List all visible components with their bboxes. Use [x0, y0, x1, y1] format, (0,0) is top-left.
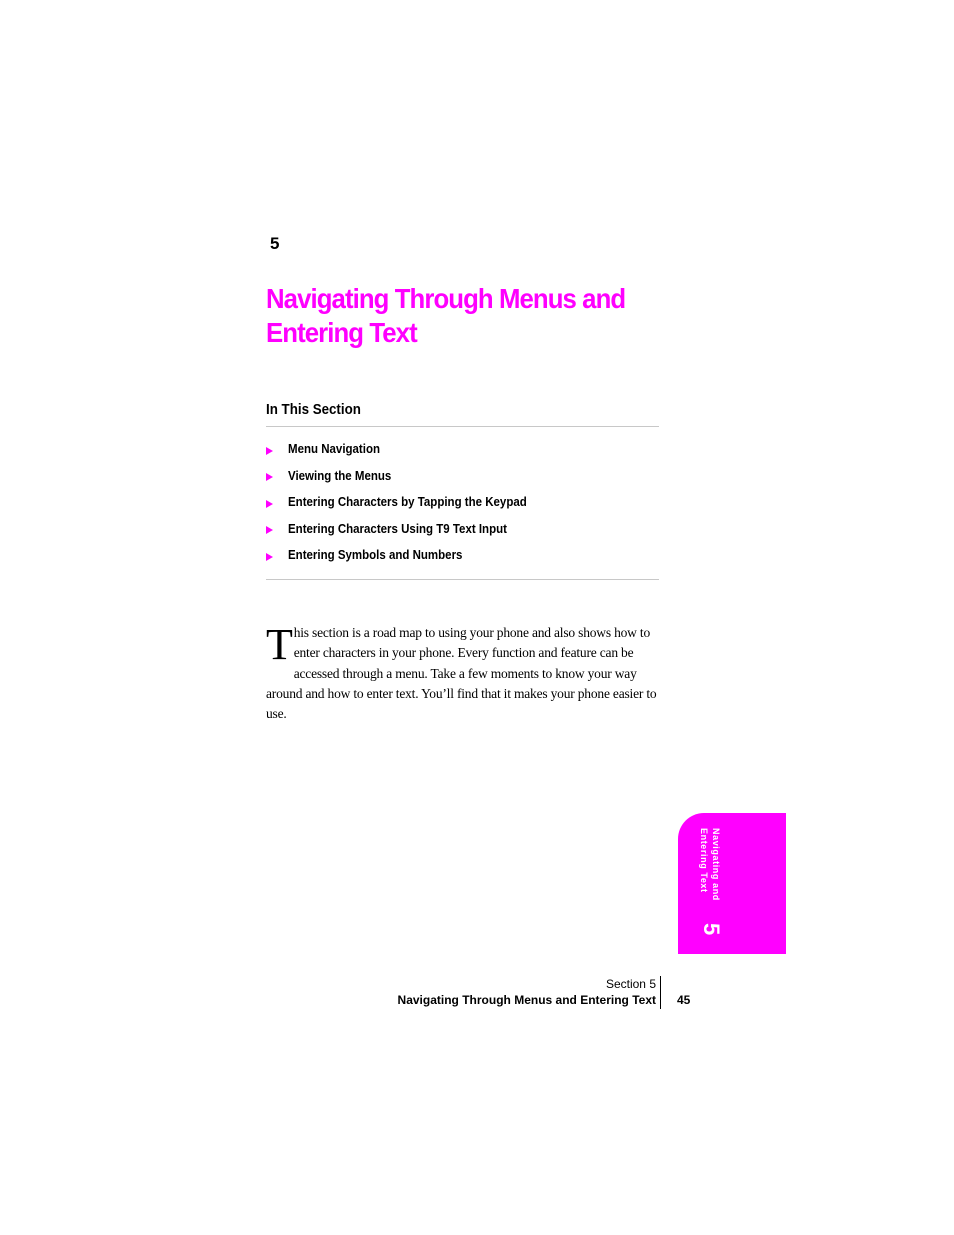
toc-item-label: Viewing the Menus: [288, 468, 392, 483]
toc-item-t9-text-input[interactable]: [266, 516, 548, 543]
in-this-section-heading: In This Section: [266, 402, 361, 418]
toc-bottom-rule: [266, 579, 659, 580]
footer-section-label: Section 5: [605, 977, 656, 991]
toc-item-menu-navigation[interactable]: [266, 436, 548, 463]
section-contents-list: [266, 436, 548, 569]
intro-text: his section is a road map to using your phone and also shows how to enter characters in your phone. Every function and feature can be accessed through a menu. Take a few moments to know your way around and how to enter text. You’ll find that it makes your phone easier to use.: [266, 625, 657, 722]
side-tab-number: 5: [699, 923, 724, 936]
toc-item-symbols-numbers[interactable]: [266, 542, 548, 569]
toc-item-label: Entering Characters by Tapping the Keypad: [288, 495, 527, 510]
triangle-bullet-icon: [266, 526, 273, 534]
toc-item-viewing-menus[interactable]: [266, 463, 548, 490]
toc-item-tapping-keypad[interactable]: [266, 489, 548, 516]
chapter-title-line-1: Navigating Through Menus and: [266, 283, 626, 314]
intro-paragraph: [266, 620, 666, 724]
page-number: 45: [677, 993, 691, 1007]
chapter-title: [266, 282, 652, 350]
footer-section-title: Navigating Through Menus and Entering Text: [397, 993, 656, 1007]
side-tab-label: [694, 828, 722, 908]
toc-top-rule: [266, 426, 659, 427]
footer-divider: [660, 976, 661, 1009]
triangle-bullet-icon: [266, 553, 273, 561]
side-tab-line-2: Entering Text: [699, 828, 709, 893]
side-tab-line-1: Navigating and: [711, 828, 721, 901]
toc-item-label: Entering Characters Using T9 Text Input: [288, 521, 507, 536]
triangle-bullet-icon: [266, 500, 273, 508]
chapter-number: 5: [270, 234, 280, 253]
drop-cap: T: [266, 620, 293, 669]
toc-item-label: Entering Symbols and Numbers: [288, 548, 463, 563]
triangle-bullet-icon: [266, 473, 273, 481]
triangle-bullet-icon: [266, 447, 273, 455]
toc-item-label: Menu Navigation: [288, 442, 381, 457]
chapter-title-line-2: Entering Text: [266, 317, 417, 348]
